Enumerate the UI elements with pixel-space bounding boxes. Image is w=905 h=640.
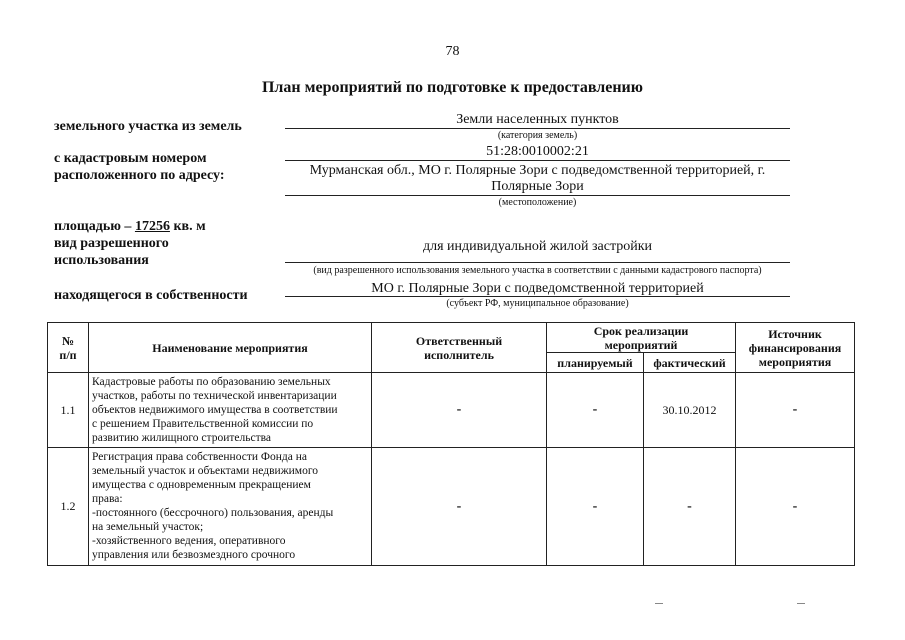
measures-table bbox=[47, 322, 855, 566]
use-label-line-2: использования bbox=[54, 253, 149, 268]
row-description-line: развитию жилищного строительства bbox=[92, 432, 271, 444]
header-source-line-1: Источник bbox=[768, 326, 822, 341]
row-description-line: на земельный участок; bbox=[92, 521, 204, 533]
header-term-line-2: мероприятий bbox=[604, 337, 678, 352]
use-underline bbox=[285, 262, 790, 263]
scan-speck bbox=[797, 603, 805, 604]
address-line-2: Полярные Зори bbox=[491, 179, 584, 194]
header-responsible bbox=[372, 323, 547, 373]
page-number: 78 bbox=[445, 44, 460, 59]
land-underline bbox=[285, 128, 790, 129]
row-description-line: земельный участок и объектами недвижимого bbox=[92, 465, 319, 477]
header-source-line-3: мероприятия bbox=[758, 354, 832, 369]
area-value: 17256 bbox=[134, 219, 170, 234]
cadastral-label bbox=[54, 150, 225, 184]
table-row bbox=[48, 373, 855, 448]
header-planned: планируемый bbox=[547, 353, 644, 373]
table-row bbox=[48, 448, 855, 566]
row-responsible: - bbox=[372, 448, 547, 566]
land-value: Земли населенных пунктов bbox=[456, 112, 619, 127]
row-number: 1.2 bbox=[48, 448, 89, 566]
address-underline bbox=[285, 195, 790, 196]
owner-caption: (субъект РФ, муниципальное образование) bbox=[446, 298, 629, 309]
row-description-line: участков, работы по технической инвентаризации bbox=[92, 390, 337, 402]
row-description-line: права: bbox=[92, 493, 123, 505]
row-description-line: Регистрация права собственности Фонда на bbox=[92, 451, 307, 463]
land-label: земельного участка из земель bbox=[54, 119, 242, 134]
area-prefix: площадью – bbox=[54, 219, 135, 234]
row-description-line: Кадастровые работы по образованию земельных bbox=[92, 376, 331, 388]
header-term-line-1: Срок реализации bbox=[593, 323, 689, 338]
header-responsible-line-1: Ответственный bbox=[415, 333, 503, 348]
use-label-line-1: вид разрешенного bbox=[54, 236, 169, 251]
row-description-line: объектов недвижимого имущества в соответствии bbox=[92, 404, 338, 416]
row-source: - bbox=[736, 448, 855, 566]
use-label bbox=[54, 235, 169, 269]
address-line-1: Мурманская обл., МО г. Полярные Зори с подведомственной территорией, г. bbox=[309, 163, 766, 178]
row-description-line: управления или безвозмездного срочного bbox=[92, 549, 296, 561]
header-num-line-1: № bbox=[61, 333, 75, 348]
header-num bbox=[48, 323, 89, 373]
owner-underline bbox=[285, 296, 790, 297]
owner-value: МО г. Полярные Зори с подведомственной территорией bbox=[371, 281, 704, 296]
header-term bbox=[547, 323, 736, 353]
scan-speck bbox=[655, 603, 663, 604]
header-actual: фактический bbox=[644, 353, 736, 373]
header-name: Наименование мероприятия bbox=[89, 323, 372, 373]
cadastral-underline bbox=[285, 160, 790, 161]
area-suffix: кв. м bbox=[169, 219, 206, 234]
use-value: для индивидуальной жилой застройки bbox=[422, 239, 653, 254]
cadastral-label-line-2: расположенного по адресу: bbox=[54, 168, 225, 183]
row-actual: 30.10.2012 bbox=[644, 373, 736, 448]
row-description bbox=[89, 448, 372, 566]
use-caption: (вид разрешенного использования земельного участка в соответствии с данными кадастрового паспорта) bbox=[313, 265, 762, 276]
row-responsible: - bbox=[372, 373, 547, 448]
row-description-line: с решением Правительственной комиссии по bbox=[92, 418, 314, 430]
table-header-row bbox=[48, 323, 855, 353]
header-responsible-line-2: исполнитель bbox=[424, 347, 494, 362]
row-description-line: имущества с одновременным прекращением bbox=[92, 479, 311, 491]
header-source bbox=[736, 323, 855, 373]
header-num-line-2: п/п bbox=[59, 347, 77, 362]
row-description bbox=[89, 373, 372, 448]
row-description-line: -постоянного (бессрочного) пользования, аренды bbox=[92, 507, 334, 519]
row-planned: - bbox=[547, 373, 644, 448]
row-source: - bbox=[736, 373, 855, 448]
page-title: План мероприятий по подготовке к предоставлению bbox=[261, 79, 643, 96]
row-actual: - bbox=[644, 448, 736, 566]
cadastral-value: 51:28:0010002:21 bbox=[486, 144, 589, 159]
row-number: 1.1 bbox=[48, 373, 89, 448]
land-caption: (категория земель) bbox=[497, 130, 578, 141]
address-caption: (местоположение) bbox=[498, 197, 577, 208]
area-label bbox=[54, 218, 206, 235]
cadastral-label-line-1: с кадастровым номером bbox=[54, 151, 207, 166]
owner-label: находящегося в собственности bbox=[54, 288, 248, 303]
header-source-line-2: финансирования bbox=[748, 340, 842, 355]
row-planned: - bbox=[547, 448, 644, 566]
row-description-line: -хозяйственного ведения, оперативного bbox=[92, 535, 286, 547]
